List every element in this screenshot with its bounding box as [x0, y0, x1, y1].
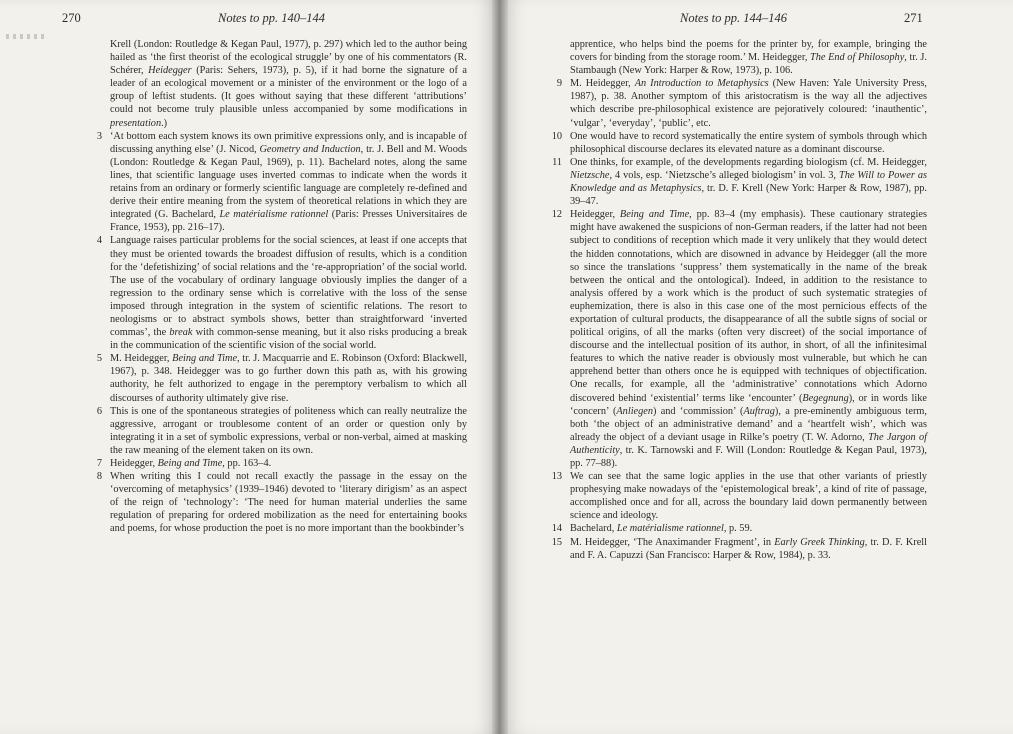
endnote-text: , tr. D. F. Krell (New York: Harper & Row, 1987), pp. 39–47.: [570, 183, 928, 208]
endnote-text: This is one of the spontaneous strategies of politeness which can really neutralize the aggressive, arrogant or troublesome content of an order or question only by integrating it in a set of symbolic expressions, verbal or non-verbal, aimed at masking the raw meaning of the element taken on its own.: [110, 405, 467, 456]
endnote-italic-text: Early Greek Thinking: [774, 536, 865, 548]
endnote-text: We can see that the same logic applies in the use that other variants of priestly prophesying make nowadays of the ‘epistemological break’, a kind of rite of passage, accomplished once and for all, across the boundary laid down permanently between science and ideology.: [570, 471, 927, 522]
endnote-text: Heidegger,: [570, 209, 620, 221]
endnote-number: 10: [551, 130, 562, 142]
left-running-title: Notes to pp. 140–144: [218, 11, 325, 25]
endnote-number: 13: [551, 471, 562, 483]
endnote-number: 9: [556, 78, 562, 90]
endnote-text: ), or in words like ‘concern’ (: [570, 392, 927, 417]
endnote-number: 5: [96, 353, 102, 365]
right-running-title: Notes to pp. 144–146: [680, 11, 787, 25]
endnote-text: with common-sense meaning, but it also risks producing a break in the communication of the scientific vision of the social world.: [110, 327, 468, 352]
endnote-number: 15: [551, 536, 562, 548]
endnote-text: (Paris: Presses Universitaires de France, 1953), pp. 216–17).: [110, 209, 468, 234]
endnote-italic-text: Anliegen: [616, 405, 653, 417]
endnote-text: , tr. J. Macquarrie and E. Robinson (Oxford: Blackwell, 1967), p. 348. Heidegger was to go further down this path as, with his growing authority, he felt authorized to engage in the peremptory verbalism to which all discourses of authority ultimately give rise.: [110, 353, 467, 404]
endnote-number: 8: [96, 471, 102, 483]
left-page: [0, 0, 500, 734]
endnote: [550, 77, 927, 129]
endnote: [90, 130, 467, 235]
endnote-italic-text: An Introduction to Metaphysics: [634, 78, 769, 90]
endnote: [90, 234, 467, 352]
right-notes-list: [550, 38, 927, 562]
endnote: [550, 470, 927, 522]
endnote-text: M. Heidegger,: [110, 353, 173, 365]
endnote-italic-text: break: [169, 327, 193, 339]
margin-mark: [6, 34, 46, 39]
endnote-text: ), a pre-eminently ambiguous term, both ‘the object of an administrative demand’ and a ‘heartfelt wish’, which was already the object of a deviant usage in Rilke’s poetry (T. W. Adorno,: [570, 405, 927, 443]
endnote-text: Bachelard,: [570, 523, 617, 535]
endnote-text: Language raises particular problems for the social sciences, at least if one accepts that they must be oriented towards the broadest diffusion of results, which is a condition for the ‘defetishizing’ of social relations and the ‘re-appropriation’ of the social world. The use of the vocabulary of ordinary language obviously implies the danger of a regression to the ordinary sense which is correlative with the loss of the sense imposed through integration in the system of scientific relations. The resort to neologisms or to abstract symbols shows, better than straightforward ‘inverted commas’, the: [110, 235, 467, 339]
endnote: [550, 536, 927, 562]
endnote-text: , 4 vols, esp. ‘Nietzsche’s alleged biologism’ in vol. 3,: [609, 169, 839, 181]
right-page: [500, 0, 1013, 734]
endnote: [550, 38, 927, 77]
endnote-italic-text: Nietzsche: [570, 169, 610, 181]
endnote-text: M. Heidegger,: [570, 78, 635, 90]
endnote-italic-text: Le matérialisme rationnel: [616, 523, 724, 535]
endnote-text: , tr. J. Stambaugh (New York: Harper & Row, 1973), p. 106.: [570, 52, 927, 77]
endnote-text: One would have to record systematically the entire system of symbols through which philosophical discourse declares its elevated nature as a dominant discourse.: [570, 130, 927, 155]
endnote: [90, 38, 467, 130]
endnote-italic-text: Being and Time: [172, 353, 238, 365]
endnote-text: , pp. 163–4.: [222, 458, 272, 469]
endnote-text: .): [161, 117, 168, 129]
endnote-number: 3: [96, 130, 102, 142]
endnote-text: ) and ‘commission’ (: [653, 405, 744, 417]
endnote: [90, 405, 467, 457]
book-gutter: [492, 0, 508, 734]
endnote-number: 7: [96, 458, 102, 469]
endnote-text: (New Haven: Yale University Press, 1987), p. 38. Another symptom of this aristocratism is the way all the adjectives which describe pre-philosophical existence are pejoratively coloured: ‘inauthentic’, ‘vulgar’, ‘everyday’, ‘public’, etc.: [570, 78, 927, 129]
endnote-italic-text: The End of Philosophy: [810, 52, 905, 64]
endnote-italic-text: Being and Time: [157, 458, 223, 469]
endnote-italic-text: presentation: [110, 117, 162, 129]
endnote: [550, 156, 927, 208]
endnote: [90, 457, 467, 470]
endnote: [550, 130, 927, 156]
endnote-italic-text: Being and Time: [619, 209, 690, 221]
endnote: [90, 470, 467, 535]
endnote: [550, 522, 927, 535]
left-page-number: 270: [62, 11, 81, 25]
endnote-text: Krell (London: Routledge & Kegan Paul, 1977), p. 297) which led to the author being hailed as ‘the first theorist of the ecological struggle’ by one of his commentators (R. Schérer,: [110, 39, 467, 77]
endnote-text: , pp. 83–4 (my emphasis). These cautionary strategies might have awakened the suspicions of non-German readers, if the latter had not been subject to conditions of reception which made it very unlikely that they would detect the hidden connotations, which are disowned in advance by Heidegger (all the more so since the translations ‘suppress’ them systematically in the name of the break between the ontical and the ontological). Indeed, in addition to the resistance to analysis offered by a work which is the product of such systematic strategies of euphemization, there is also in this case one of the most pernicious effects of the exportation of cultural products, the disappearance of all the subtle signs of social or political origins, of all the marks (often very discreet) of the social importance of discourse and the intellectual position of its author, in short, of all the infinitesimal features to which the native reader is obviously most vulnerable, but which he can apprehend better than others once he is equipped with techniques of objectification. One recalls, for example, all the ‘administrative’ connotations which Adorno discovered behind ‘existential’ terms like ‘encounter’ (: [570, 209, 927, 404]
endnote-text: ‘At bottom each system knows its own primitive expressions only, and is incapable of discussing anything else’ (J. Nicod,: [110, 130, 467, 155]
endnote-text: , tr. D. F. Krell and F. A. Capuzzi (San Francisco: Harper & Row, 1984), p. 33.: [570, 536, 927, 561]
endnote-number: 14: [551, 523, 562, 535]
endnote-italic-text: Geometry and Induction: [259, 143, 361, 155]
endnote-text: apprentice, who helps bind the poems for the printer by, for example, bringing the covers for binding from the storage room.’ M. Heidegger,: [570, 39, 927, 64]
endnote-text: Heidegger,: [110, 458, 158, 469]
endnote: [550, 208, 927, 470]
endnote-italic-text: Begegnung: [802, 392, 849, 404]
endnote-text: One thinks, for example, of the developments regarding biologism (cf. M. Heidegger,: [570, 156, 927, 168]
endnote-italic-text: The Jargon of Authenticity: [570, 431, 927, 456]
endnote-italic-text: Heidegger: [148, 65, 192, 77]
endnote-text: (Paris: Sehers, 1973), p. 5), if it had borne the signature of a leader of an ecological movement or a minister of the environment or the logo of a group of leftist students. (It goes without saying that these different ‘attributions’ could not become truly plausible unless accompanied by some modifications in: [110, 65, 468, 116]
endnote-text: , p. 59.: [723, 523, 753, 535]
endnote-text: When writing this I could not recall exactly the passage in the essay on the ‘overcoming of metaphysics’ (1939–1946) devoted to ‘literary dirigism’ as an aspect of the reign of ‘technology’: ‘The need for human material underlies the same regulation of preparing for ordered mobilization as the need for entertaining books and poems, for whose production the poet is no more important than the bookbinder’s: [110, 471, 467, 535]
endnote-italic-text: The Will to Power as Knowledge and as Metaphysics: [570, 169, 927, 195]
endnote-italic-text: Auftrag: [743, 405, 775, 417]
endnote-number: 12: [551, 209, 562, 221]
endnote-text: M. Heidegger, ‘The Anaximander Fragment’, in: [570, 536, 775, 548]
endnote-text: , tr. J. Bell and M. Woods (London: Routledge & Kegan Paul, 1969), p. 11). Bachelard notes, along the same lines, that scientific language uses inverted commas to indicate when the words it retains from an ordinary or formerly scientific language are completely re-defined and derive their entire meaning from the system of theoretical relations in which they are integrated (G. Bachelard,: [110, 143, 467, 221]
endnote-text: , tr. K. Tarnowski and F. Will (London: Routledge & Kegan Paul, 1973), pp. 77–88).: [570, 444, 927, 469]
endnote-number: 11: [552, 156, 562, 168]
endnote-number: 4: [96, 235, 102, 247]
right-page-number: 271: [904, 11, 923, 25]
left-running-head: [0, 10, 500, 26]
left-notes-list: [90, 38, 467, 536]
endnote: [90, 352, 467, 404]
right-running-head: [500, 10, 1013, 26]
endnote-number: 6: [96, 405, 102, 417]
endnote-italic-text: Le matérialisme rationnel: [219, 209, 329, 221]
